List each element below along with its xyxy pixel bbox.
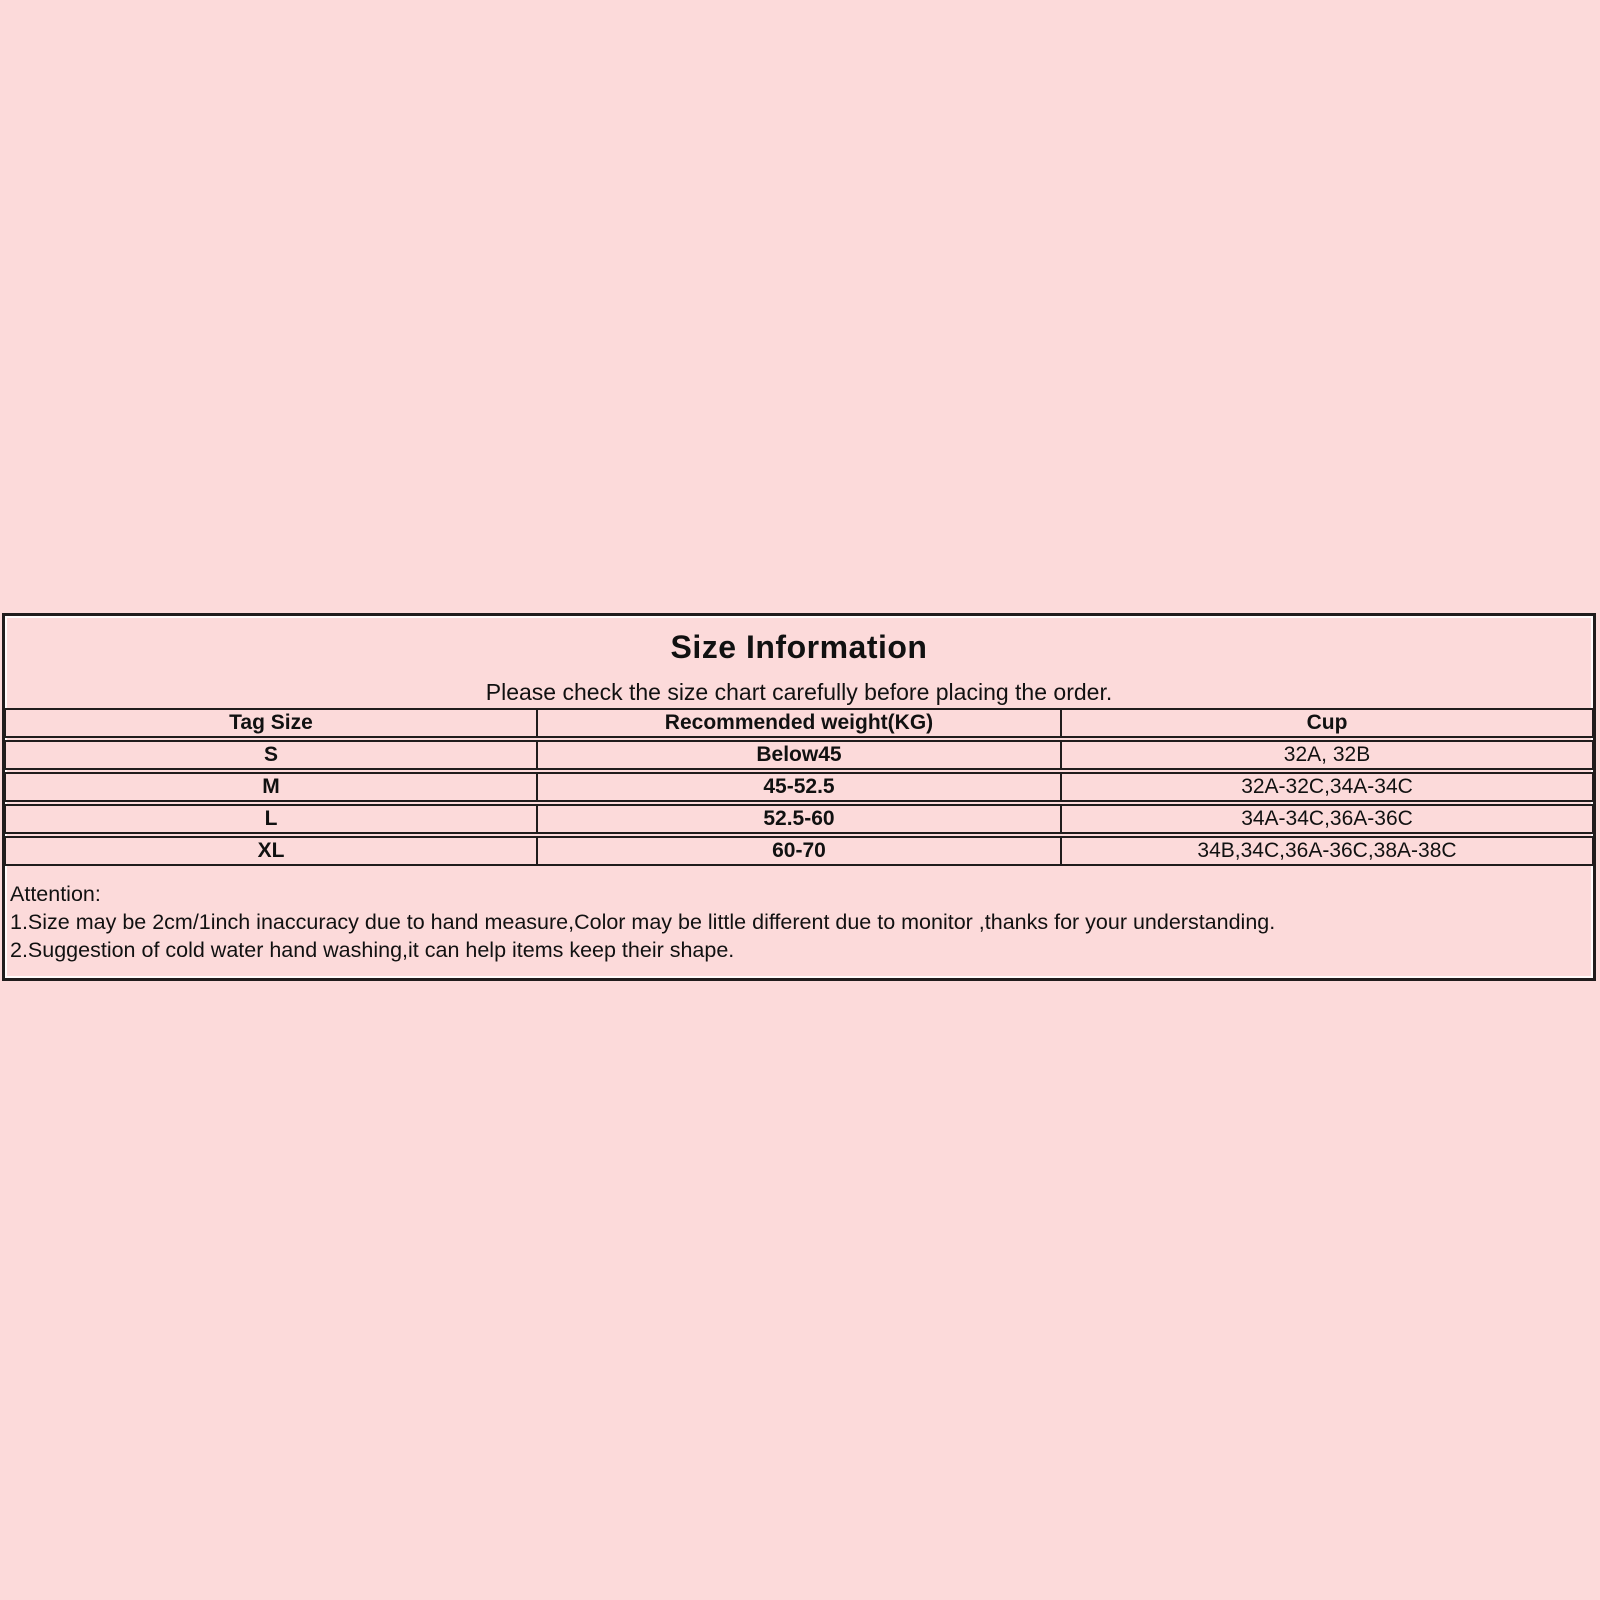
cell-tag-size-m: M [5, 772, 537, 802]
column-header-recommended-weight: Recommended weight(KG) [537, 708, 1061, 738]
cell-tag-size-l: L [5, 804, 537, 834]
table-row-s [5, 740, 1593, 770]
cell-cup-l: 34A-34C,36A-36C [1061, 804, 1593, 834]
cell-weight-xl: 60-70 [537, 836, 1061, 866]
table-row-l [5, 804, 1593, 834]
attention-heading: Attention: [10, 882, 101, 906]
cell-weight-l: 52.5-60 [537, 804, 1061, 834]
cell-tag-size-xl: XL [5, 836, 537, 866]
cell-weight-m: 45-52.5 [537, 772, 1061, 802]
cell-cup-s: 32A, 32B [1061, 740, 1593, 770]
cell-cup-xl: 34B,34C,36A-36C,38A-38C [1061, 836, 1593, 866]
cell-weight-s: Below45 [537, 740, 1061, 770]
column-header-cup: Cup [1061, 708, 1593, 738]
size-information-panel [2, 613, 1596, 981]
table-row-m [5, 772, 1593, 802]
attention-note-2: 2.Suggestion of cold water hand washing,it can help items keep their shape. [10, 938, 735, 962]
column-header-tag-size: Tag Size [5, 708, 537, 738]
table-header-row [5, 708, 1593, 738]
attention-section [5, 880, 1593, 964]
table-row-xl [5, 836, 1593, 866]
cell-tag-size-s: S [5, 740, 537, 770]
attention-note-1: 1.Size may be 2cm/1inch inaccuracy due to hand measure,Color may be little different due to monitor ,thanks for your understanding. [10, 910, 1276, 934]
page-title: Size Information [670, 629, 928, 665]
cell-cup-m: 32A-32C,34A-34C [1061, 772, 1593, 802]
size-chart-subtitle: Please check the size chart carefully before placing the order. [485, 679, 1113, 705]
size-table [5, 706, 1593, 868]
